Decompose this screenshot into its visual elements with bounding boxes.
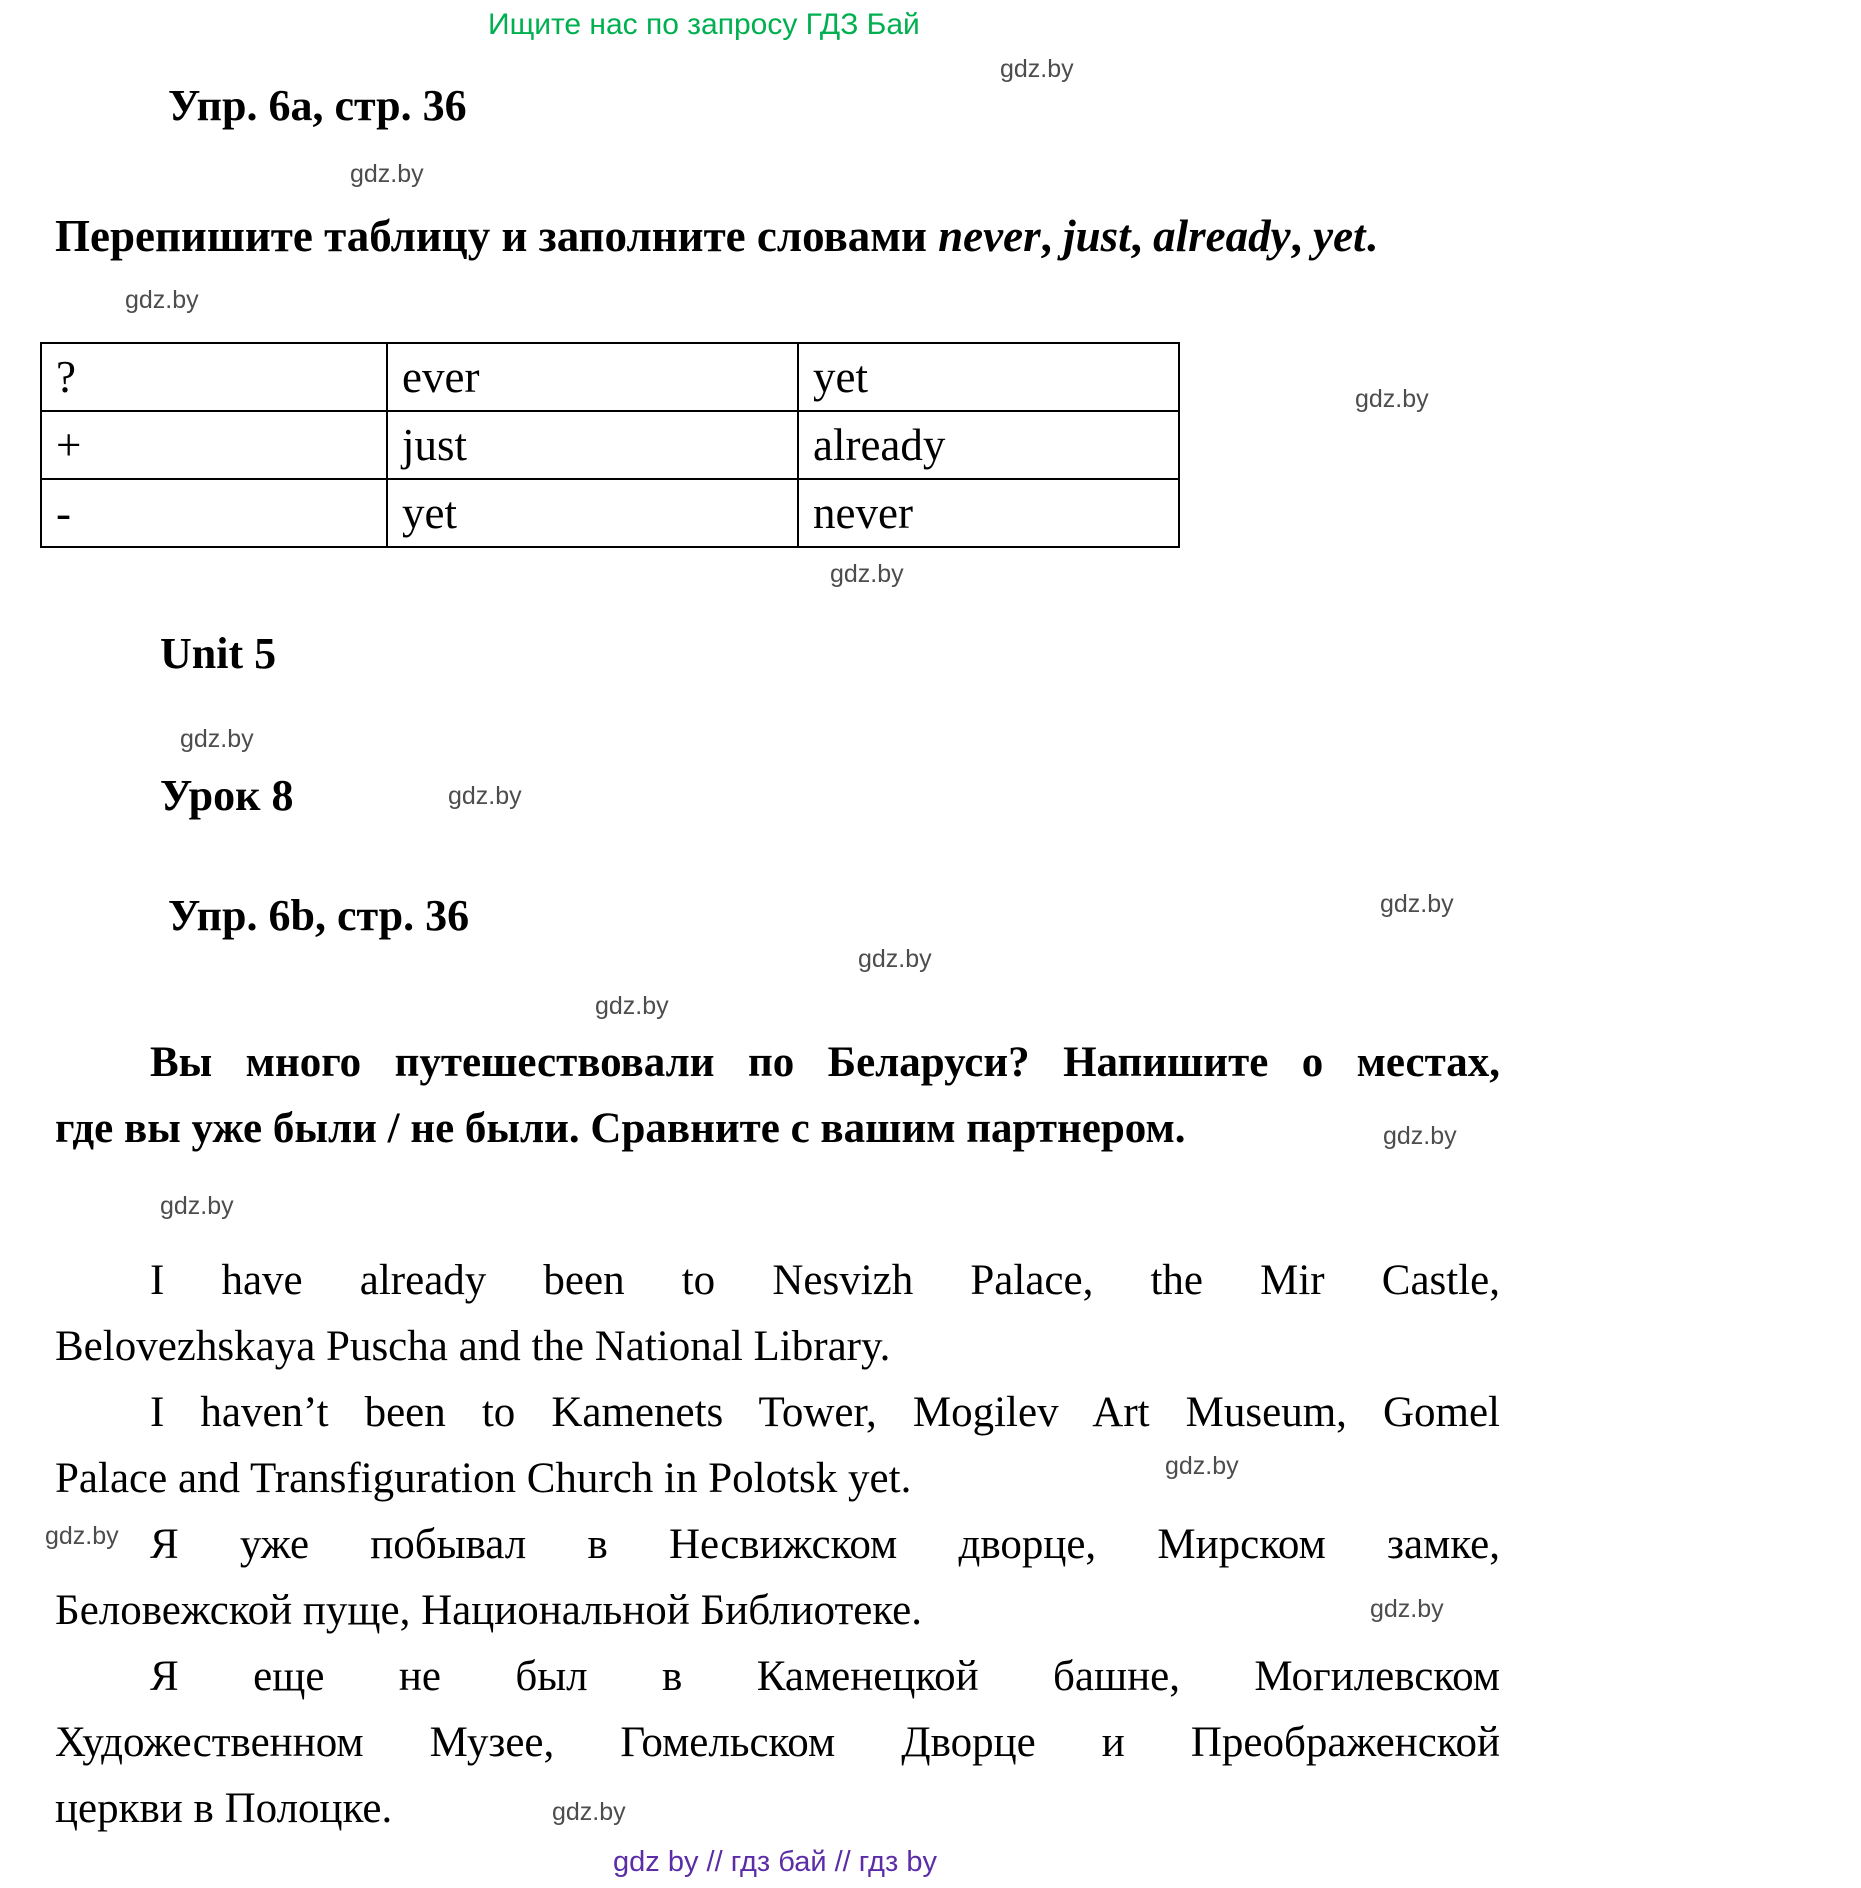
task-line: где вы уже были / не были. Сравните с вашим партнером. — [55, 1105, 1186, 1152]
lesson-heading: Урок 8 — [160, 771, 294, 820]
table-cell-sign: - — [41, 479, 387, 547]
instruction-word-just: just — [1063, 211, 1131, 261]
answer-line-ru: церкви в Полоцке. — [55, 1785, 393, 1832]
promo-banner-text: Ищите нас по запросу ГДЗ Бай — [488, 8, 920, 41]
table-cell-sign: ? — [41, 343, 387, 411]
instruction-word-already: already — [1153, 211, 1291, 261]
table-row-positive — [41, 411, 1179, 479]
answer-line-en: Palace and Transfiguration Church in Polotsk yet. — [55, 1455, 912, 1502]
table-cell: just — [387, 411, 798, 479]
instruction-separator: , — [1130, 211, 1154, 261]
answer-line-ru: Я уже побывал в Несвижском дворце, Мирском замке, — [150, 1521, 1500, 1568]
exercise-b-title: Упр. 6b, стр. 36 — [168, 891, 470, 940]
answer-line-en: I haven’t been to Kamenets Tower, Mogilev Art Museum, Gomel — [150, 1389, 1500, 1436]
footer-keywords: gdz by // гдз бай // гдз by — [613, 1846, 937, 1878]
gdz-watermark: gdz.by — [1165, 1452, 1239, 1480]
gdz-watermark: gdz.by — [552, 1798, 626, 1826]
answer-line-ru: Художественном Музее, Гомельском Дворце и Преображенской — [55, 1719, 1500, 1766]
table-cell: ever — [387, 343, 798, 411]
adverbs-table — [40, 342, 1180, 548]
exercise-a-instruction — [55, 210, 1377, 262]
gdz-watermark: gdz.by — [448, 782, 522, 810]
instruction-separator: , — [1040, 211, 1064, 261]
gdz-watermark: gdz.by — [1370, 1595, 1444, 1623]
answer-line-en: Belovezhskaya Puscha and the National Library. — [55, 1323, 891, 1370]
table-cell: yet — [387, 479, 798, 547]
gdz-watermark: gdz.by — [1383, 1122, 1457, 1150]
gdz-watermark: gdz.by — [1355, 385, 1429, 413]
gdz-watermark: gdz.by — [1380, 890, 1454, 918]
gdz-watermark: gdz.by — [1000, 55, 1074, 83]
gdz-watermark: gdz.by — [160, 1192, 234, 1220]
table-row-question — [41, 343, 1179, 411]
answer-line-ru: Беловежской пуще, Национальной Библиотеке. — [55, 1587, 922, 1634]
instruction-word-yet: yet — [1313, 211, 1366, 261]
exercise-b-answer — [55, 1248, 1500, 1842]
table-cell: yet — [798, 343, 1179, 411]
gdz-watermark: gdz.by — [125, 286, 199, 314]
exercise-a-title: Упр. 6а, стр. 36 — [168, 81, 467, 130]
task-line: Вы много путешествовали по Беларуси? Напишите о местах, — [150, 1039, 1500, 1086]
gdz-watermark: gdz.by — [830, 560, 904, 588]
unit-heading: Unit 5 — [160, 629, 277, 678]
gdz-watermark: gdz.by — [45, 1522, 119, 1550]
instruction-word-never: never — [938, 211, 1041, 261]
table-cell: already — [798, 411, 1179, 479]
instruction-prefix: Перепишите таблицу и заполните словами — [55, 211, 939, 261]
table-row-negative — [41, 479, 1179, 547]
gdz-watermark: gdz.by — [180, 725, 254, 753]
gdz-watermark: gdz.by — [595, 992, 669, 1020]
table-cell: never — [798, 479, 1179, 547]
answer-line-en: I have already been to Nesvizh Palace, the Mir Castle, — [150, 1257, 1500, 1304]
table-cell-sign: + — [41, 411, 387, 479]
exercise-b-task — [55, 1030, 1500, 1162]
instruction-separator: , — [1290, 211, 1314, 261]
answer-line-ru: Я еще не был в Каменецкой башне, Могилевском — [150, 1653, 1500, 1700]
instruction-period: . — [1365, 211, 1377, 261]
gdz-watermark: gdz.by — [858, 945, 932, 973]
gdz-watermark: gdz.by — [350, 160, 424, 188]
